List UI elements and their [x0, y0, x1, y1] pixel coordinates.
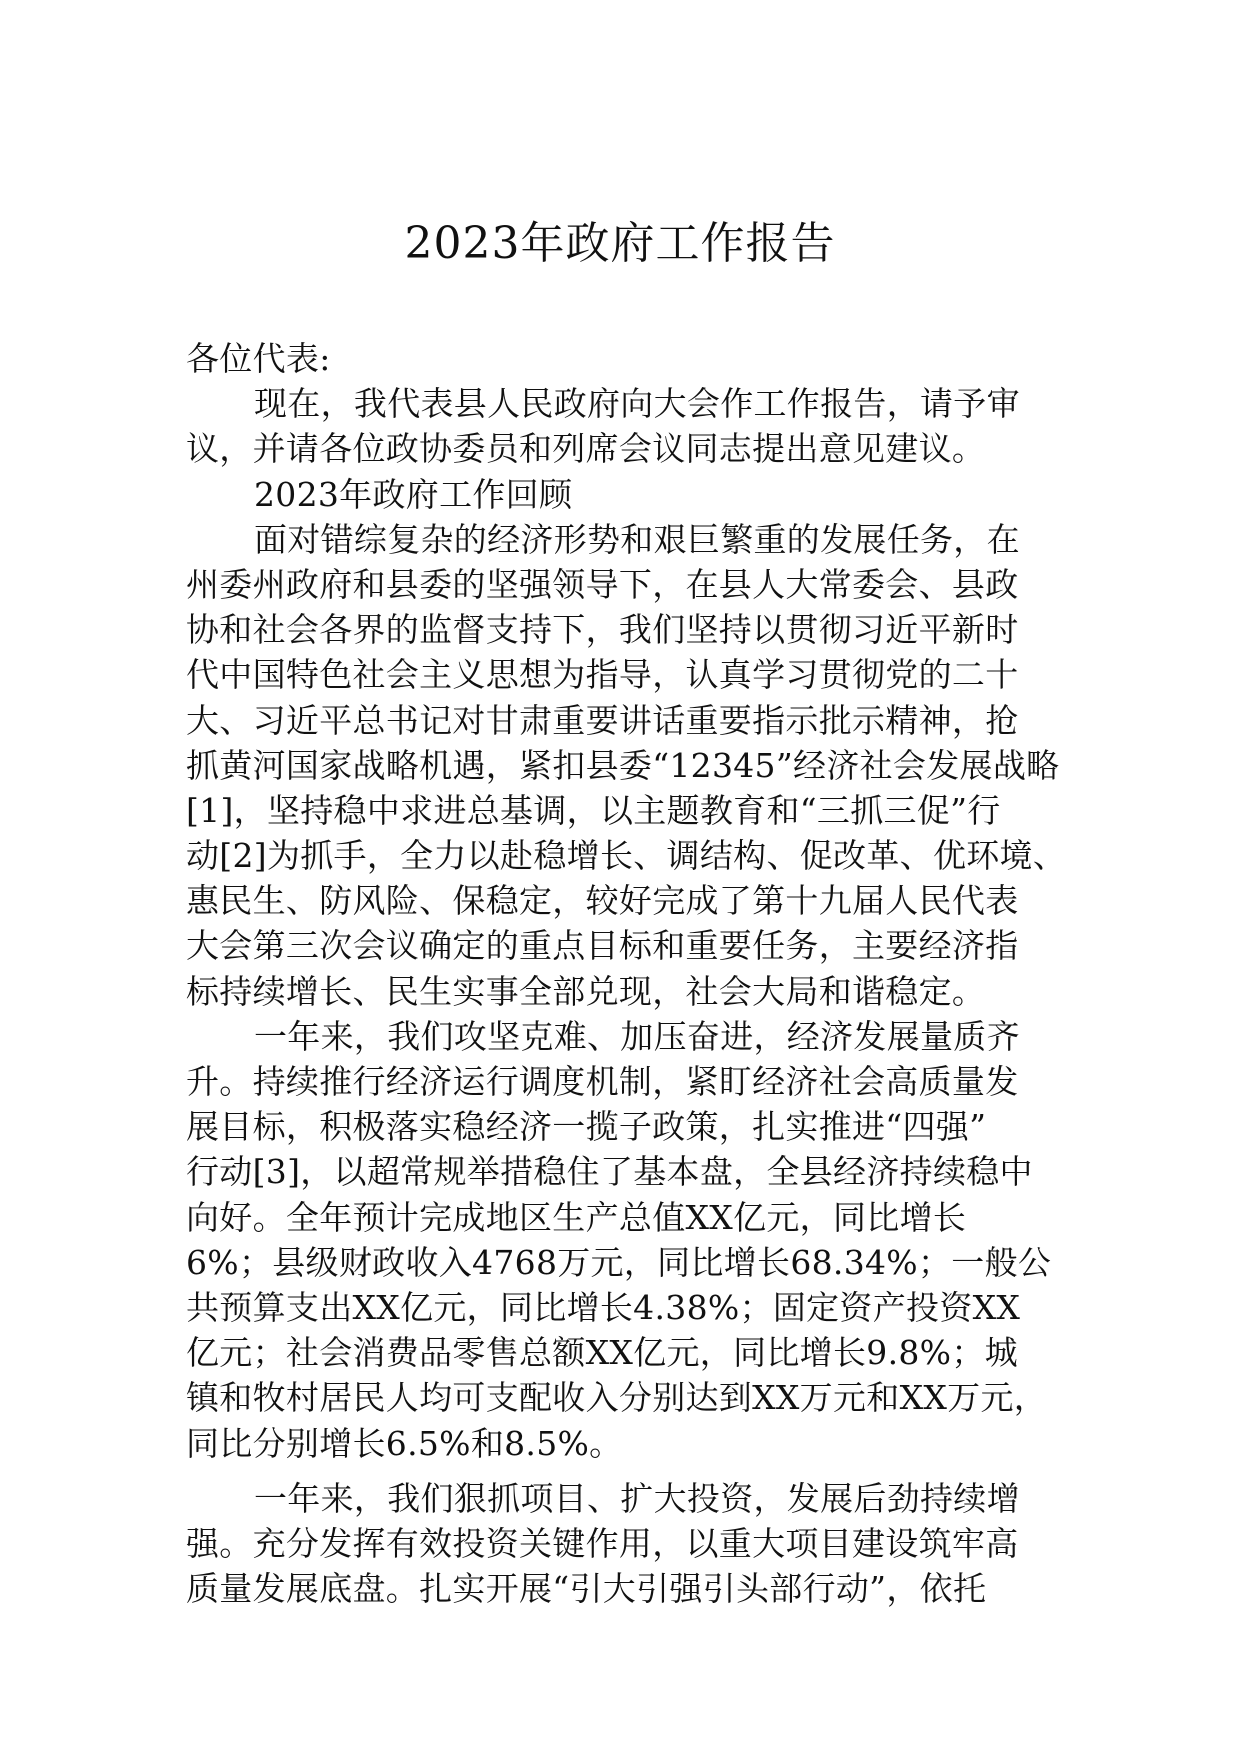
- paragraph-line: 惠民生、防风险、保稳定，较好完成了第十九届人民代表: [186, 881, 1019, 921]
- paragraph-line: 一年来，我们攻坚克难、加压奋进，经济发展量质齐: [254, 1016, 1020, 1056]
- paragraph-line: 一年来，我们狠抓项目、扩大投资，发展后劲持续增: [254, 1478, 1020, 1518]
- paragraph-line: 议，并请各位政协委员和列席会议同志提出意见建议。: [186, 429, 986, 469]
- paragraph-line: 标持续增长、民生实事全部兑现，社会大局和谐稳定。: [186, 971, 986, 1011]
- paragraph-line: 同比分别增长6.5%和8.5%。: [186, 1423, 623, 1463]
- salutation: 各位代表:: [186, 339, 331, 378]
- paragraph-line: 镇和牧村居民人均可支配收入分别达到XX万元和XX万元，: [186, 1378, 1048, 1418]
- paragraph-line: 动[2]为抓手，全力以赴稳增长、调结构、促改革、优环境、: [186, 836, 1067, 876]
- paragraph-line: 州委州政府和县委的坚强领导下，在县人大常委会、县政: [186, 564, 1019, 604]
- paragraph-gap: [186, 1466, 1082, 1476]
- paragraph-line: 升。持续推行经济运行调度机制，紧盯经济社会高质量发: [186, 1062, 1019, 1101]
- paragraph-line: [1]，坚持稳中求进总基调，以主题教育和“三抓三促”行: [186, 790, 1001, 830]
- paragraph-line: 协和社会各界的监督支持下，我们坚持以贯彻习近平新时: [186, 610, 1019, 650]
- paragraph-line: 强。充分发挥有效投资关键作用，以重大项目建设筑牢高: [186, 1523, 1019, 1563]
- paragraph-line: 大、习近平总书记对甘肃重要讲话重要指示批示精神，抢: [186, 700, 1019, 740]
- paragraph-line: 现在，我代表县人民政府向大会作工作报告，请予审: [254, 384, 1020, 424]
- paragraph-line: 向好。全年预计完成地区生产总值XX亿元，同比增长: [186, 1197, 967, 1237]
- section-heading: 2023年政府工作回顾: [254, 474, 573, 514]
- paragraph-line: 抓黄河国家战略机遇，紧扣县委“12345”经济社会发展战略: [186, 745, 1060, 785]
- paragraph-line: 大会第三次会议确定的重点目标和重要任务，主要经济指: [186, 926, 1019, 966]
- document-title: 2023年政府工作报告: [404, 218, 836, 269]
- paragraph-line: 共预算支出XX亿元，同比增长4.38%；固定资产投资XX: [186, 1287, 1021, 1327]
- paragraph-line: 行动[3]，以超常规举措稳住了基本盘，全县经济持续稳中: [186, 1152, 1033, 1192]
- paragraph-line: 面对错综复杂的经济形势和艰巨繁重的发展任务，在: [254, 519, 1020, 559]
- paragraph-line: 展目标，积极落实稳经济一揽子政策，扎实推进“四强”: [186, 1107, 987, 1147]
- paragraph-line: 质量发展底盘。扎实开展“引大引强引头部行动”，依托: [186, 1569, 987, 1609]
- paragraph-line: 代中国特色社会主义思想为指导，认真学习贯彻党的二十: [186, 655, 1019, 695]
- paragraph-line: 亿元；社会消费品零售总额XX亿元，同比增长9.8%；城: [186, 1333, 1018, 1373]
- document-body: [186, 336, 1082, 1611]
- paragraph-line: 6%；县级财政收入4768万元，同比增长68.34%；一般公: [186, 1242, 1052, 1282]
